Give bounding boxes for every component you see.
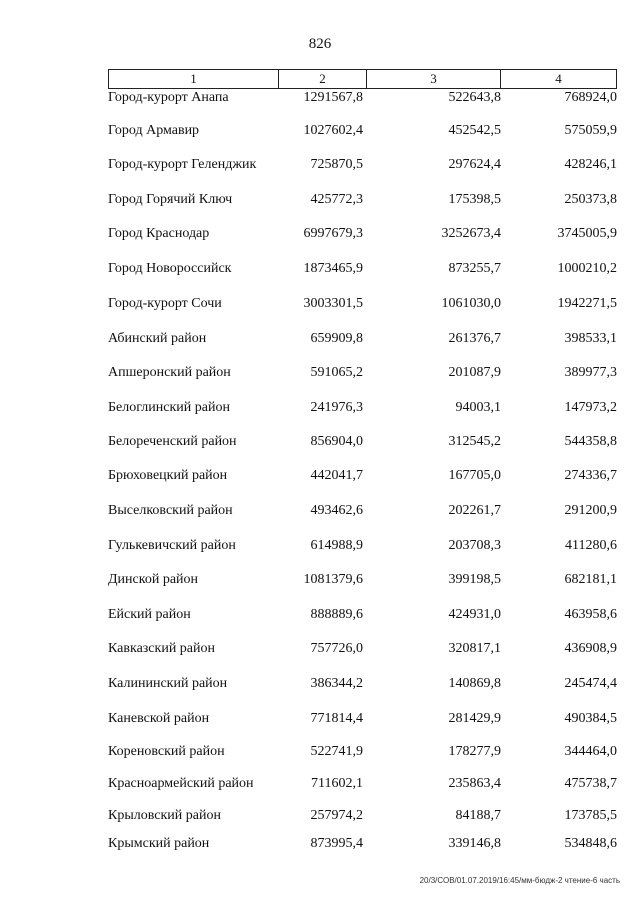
- table-row: [0, 774, 640, 794]
- value-column-3: 320817,1: [448, 641, 501, 656]
- row-name: Город Краснодар: [108, 226, 210, 241]
- value-column-3: 399198,5: [448, 572, 501, 587]
- row-name: Город-курорт Геленджик: [108, 157, 257, 172]
- table-row: [0, 466, 640, 486]
- value-column-3: 140869,8: [448, 676, 501, 691]
- table-row: [0, 121, 640, 141]
- value-column-4: 344464,0: [564, 744, 617, 759]
- row-name: Кореновский район: [108, 744, 225, 759]
- value-column-3: 281429,9: [448, 711, 501, 726]
- row-name: Ейский район: [108, 607, 191, 622]
- value-column-3: 424931,0: [448, 607, 501, 622]
- table-row: [0, 329, 640, 349]
- value-column-2: 257974,2: [310, 808, 363, 823]
- value-column-4: 250373,8: [564, 192, 617, 207]
- row-name: Белореченский район: [108, 434, 237, 449]
- value-column-4: 411280,6: [565, 538, 617, 553]
- column-header-2: 2: [279, 70, 367, 89]
- value-column-4: 682181,1: [564, 572, 617, 587]
- value-column-4: 1942271,5: [557, 296, 617, 311]
- value-column-3: 84188,7: [455, 808, 501, 823]
- value-column-4: 544358,8: [564, 434, 617, 449]
- table-row: [0, 294, 640, 314]
- value-column-4: 463958,6: [564, 607, 617, 622]
- value-column-2: 241976,3: [310, 400, 363, 415]
- value-column-4: 245474,4: [564, 676, 617, 691]
- row-name: Город Новороссийск: [108, 261, 232, 276]
- row-name: Город-курорт Анапа: [108, 90, 229, 105]
- table-row: [0, 190, 640, 210]
- value-column-3: 452542,5: [448, 123, 501, 138]
- row-name: Красноармейский район: [108, 776, 254, 791]
- row-name: Абинский район: [108, 331, 207, 346]
- footer-stamp: 20/3/СОВ/01.07.2019/16:45/мм-бюдж-2 чтение-6 часть: [419, 876, 620, 885]
- value-column-3: 167705,0: [448, 468, 501, 483]
- value-column-2: 425772,3: [310, 192, 363, 207]
- table-row: [0, 88, 640, 108]
- table-row: [0, 536, 640, 556]
- column-header-3: 3: [367, 70, 501, 89]
- table-row: [0, 834, 640, 854]
- value-column-2: 493462,6: [310, 503, 363, 518]
- table-row: [0, 806, 640, 826]
- value-column-2: 856904,0: [310, 434, 363, 449]
- value-column-4: 428246,1: [564, 157, 617, 172]
- table-row: [0, 742, 640, 762]
- value-column-2: 771814,4: [310, 711, 363, 726]
- value-column-4: 475738,7: [564, 776, 617, 791]
- table-row: [0, 605, 640, 625]
- value-column-2: 711602,1: [311, 776, 363, 791]
- value-column-4: 3745005,9: [557, 226, 617, 241]
- column-header-row: [108, 69, 617, 89]
- value-column-2: 1027602,4: [303, 123, 363, 138]
- value-column-4: 398533,1: [564, 331, 617, 346]
- value-column-3: 339146,8: [448, 836, 501, 851]
- value-column-3: 201087,9: [448, 365, 501, 380]
- value-column-4: 173785,5: [564, 808, 617, 823]
- value-column-3: 297624,4: [448, 157, 501, 172]
- value-column-2: 725870,5: [310, 157, 363, 172]
- row-name: Крымский район: [108, 836, 210, 851]
- value-column-4: 534848,6: [564, 836, 617, 851]
- table-row: [0, 570, 640, 590]
- table-row: [0, 709, 640, 729]
- value-column-3: 1061030,0: [441, 296, 501, 311]
- table-row: [0, 259, 640, 279]
- value-column-3: 203708,3: [448, 538, 501, 553]
- value-column-3: 235863,4: [448, 776, 501, 791]
- value-column-4: 1000210,2: [557, 261, 617, 276]
- value-column-4: 490384,5: [564, 711, 617, 726]
- value-column-4: 291200,9: [564, 503, 617, 518]
- value-column-2: 1291567,8: [303, 90, 363, 105]
- table-row: [0, 432, 640, 452]
- row-name: Апшеронский район: [108, 365, 231, 380]
- value-column-3: 3252673,4: [441, 226, 501, 241]
- value-column-3: 202261,7: [448, 503, 501, 518]
- row-name: Каневской район: [108, 711, 210, 726]
- column-header-1: 1: [109, 70, 279, 89]
- row-name: Кавказский район: [108, 641, 216, 656]
- value-column-3: 873255,7: [448, 261, 501, 276]
- value-column-4: 575059,9: [564, 123, 617, 138]
- row-name: Город-курорт Сочи: [108, 296, 222, 311]
- value-column-2: 888889,6: [310, 607, 363, 622]
- value-column-2: 3003301,5: [303, 296, 363, 311]
- value-column-2: 757726,0: [310, 641, 363, 656]
- value-column-4: 389977,3: [564, 365, 617, 380]
- row-name: Брюховецкий район: [108, 468, 228, 483]
- row-name: Город Горячий Ключ: [108, 192, 233, 207]
- value-column-2: 1081379,6: [303, 572, 363, 587]
- value-column-2: 6997679,3: [303, 226, 363, 241]
- table-row: [0, 501, 640, 521]
- row-name: Динской район: [108, 572, 199, 587]
- table-row: [0, 155, 640, 175]
- table-row: [0, 674, 640, 694]
- table-row: [0, 363, 640, 383]
- value-column-3: 94003,1: [455, 400, 501, 415]
- value-column-2: 591065,2: [310, 365, 363, 380]
- value-column-4: 436908,9: [564, 641, 617, 656]
- value-column-2: 873995,4: [310, 836, 363, 851]
- row-name: Выселковский район: [108, 503, 233, 518]
- value-column-3: 312545,2: [448, 434, 501, 449]
- value-column-4: 274336,7: [564, 468, 617, 483]
- page-number: 826: [308, 36, 332, 52]
- row-name: Крыловский район: [108, 808, 221, 823]
- column-header-4: 4: [501, 70, 617, 89]
- table-row: [0, 398, 640, 418]
- value-column-2: 386344,2: [310, 676, 363, 691]
- value-column-2: 442041,7: [310, 468, 363, 483]
- row-name: Гулькевичский район: [108, 538, 236, 553]
- value-column-3: 175398,5: [448, 192, 501, 207]
- row-name: Калининский район: [108, 676, 228, 691]
- row-name: Город Армавир: [108, 123, 200, 138]
- value-column-3: 522643,8: [448, 90, 501, 105]
- value-column-2: 522741,9: [310, 744, 363, 759]
- table-row: [0, 224, 640, 244]
- value-column-3: 178277,9: [448, 744, 501, 759]
- value-column-3: 261376,7: [448, 331, 501, 346]
- value-column-2: 614988,9: [310, 538, 363, 553]
- row-name: Белоглинский район: [108, 400, 230, 415]
- table-row: [0, 639, 640, 659]
- value-column-4: 768924,0: [564, 90, 617, 105]
- value-column-4: 147973,2: [564, 400, 617, 415]
- value-column-2: 1873465,9: [303, 261, 363, 276]
- value-column-2: 659909,8: [310, 331, 363, 346]
